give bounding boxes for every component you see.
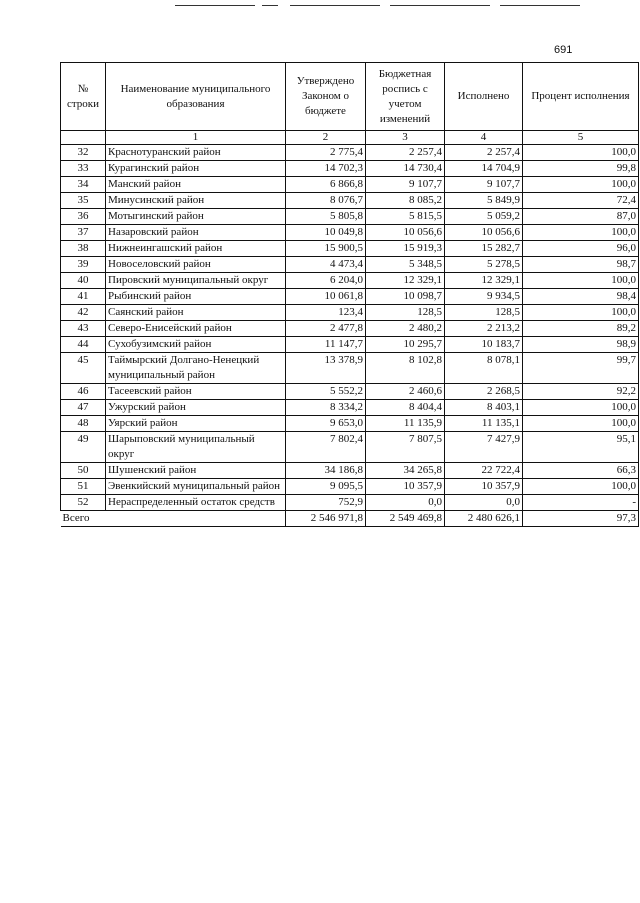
plan-value: 2 480,2 [366, 321, 445, 337]
row-number: 46 [61, 384, 106, 400]
plan-value: 8 085,2 [366, 193, 445, 209]
executed-value: 8 403,1 [445, 400, 523, 416]
column-number: 4 [445, 131, 523, 145]
percent-value: 100,0 [523, 400, 639, 416]
executed-value: 8 078,1 [445, 353, 523, 384]
percent-value: 100,0 [523, 416, 639, 432]
row-number: 38 [61, 241, 106, 257]
top-rule-3 [290, 5, 380, 6]
table-row [61, 400, 639, 416]
approved-value: 5 805,8 [286, 209, 366, 225]
plan-value: 10 098,7 [366, 289, 445, 305]
table-row [61, 321, 639, 337]
approved-value: 13 378,9 [286, 353, 366, 384]
percent-value: 72,4 [523, 193, 639, 209]
executed-value: 5 059,2 [445, 209, 523, 225]
approved-value: 10 049,8 [286, 225, 366, 241]
municipality-name: Новоселовский район [106, 257, 286, 273]
row-number: 35 [61, 193, 106, 209]
table-row [61, 289, 639, 305]
executed-value: 22 722,4 [445, 463, 523, 479]
municipality-name: Рыбинский район [106, 289, 286, 305]
municipality-name: Ужурский район [106, 400, 286, 416]
total-approved: 2 546 971,8 [286, 511, 366, 527]
percent-value: 98,7 [523, 257, 639, 273]
municipality-name: Минусинский район [106, 193, 286, 209]
approved-value: 10 061,8 [286, 289, 366, 305]
percent-value: 100,0 [523, 305, 639, 321]
approved-value: 8 076,7 [286, 193, 366, 209]
header-budget-plan: Бюджетная роспись с учетом изменений [366, 63, 445, 131]
header-executed: Исполнено [445, 63, 523, 131]
executed-value: 5 849,9 [445, 193, 523, 209]
header-approved: Утверждено Законом о бюджете [286, 63, 366, 131]
municipality-name: Саянский район [106, 305, 286, 321]
row-number: 52 [61, 495, 106, 511]
executed-value: 9 107,7 [445, 177, 523, 193]
approved-value: 123,4 [286, 305, 366, 321]
approved-value: 6 866,8 [286, 177, 366, 193]
table-row [61, 384, 639, 400]
executed-value: 7 427,9 [445, 432, 523, 463]
percent-value: 87,0 [523, 209, 639, 225]
plan-value: 10 295,7 [366, 337, 445, 353]
plan-value: 2 257,4 [366, 145, 445, 161]
executed-value: 11 135,1 [445, 416, 523, 432]
row-number: 51 [61, 479, 106, 495]
executed-value: 10 357,9 [445, 479, 523, 495]
municipality-name: Шарыповский муниципальный округ [106, 432, 286, 463]
row-number: 33 [61, 161, 106, 177]
table-row [61, 432, 639, 463]
page-number: 691 [554, 44, 573, 56]
total-plan: 2 549 469,8 [366, 511, 445, 527]
municipality-name: Тасеевский район [106, 384, 286, 400]
approved-value: 2 775,4 [286, 145, 366, 161]
table-row [61, 225, 639, 241]
approved-value: 14 702,3 [286, 161, 366, 177]
plan-value: 10 056,6 [366, 225, 445, 241]
plan-value: 0,0 [366, 495, 445, 511]
header-row-no: № строки [61, 63, 106, 131]
executed-value: 15 282,7 [445, 241, 523, 257]
plan-value: 15 919,3 [366, 241, 445, 257]
percent-value: 100,0 [523, 273, 639, 289]
row-number: 36 [61, 209, 106, 225]
row-number: 39 [61, 257, 106, 273]
total-executed: 2 480 626,1 [445, 511, 523, 527]
row-number: 43 [61, 321, 106, 337]
percent-value: 99,8 [523, 161, 639, 177]
row-number: 48 [61, 416, 106, 432]
plan-value: 14 730,4 [366, 161, 445, 177]
row-number: 42 [61, 305, 106, 321]
percent-value: 89,2 [523, 321, 639, 337]
header-name: Наименование муниципального образования [106, 63, 286, 131]
row-number: 49 [61, 432, 106, 463]
column-number-blank [61, 131, 106, 145]
plan-value: 11 135,9 [366, 416, 445, 432]
plan-value: 128,5 [366, 305, 445, 321]
executed-value: 14 704,9 [445, 161, 523, 177]
executed-value: 2 268,5 [445, 384, 523, 400]
table-row [61, 273, 639, 289]
municipality-name: Нераспределенный остаток средств [106, 495, 286, 511]
approved-value: 5 552,2 [286, 384, 366, 400]
table-row [61, 257, 639, 273]
percent-value: 92,2 [523, 384, 639, 400]
plan-value: 8 404,4 [366, 400, 445, 416]
approved-value: 9 653,0 [286, 416, 366, 432]
executed-value: 10 056,6 [445, 225, 523, 241]
approved-value: 34 186,8 [286, 463, 366, 479]
row-number: 41 [61, 289, 106, 305]
plan-value: 7 807,5 [366, 432, 445, 463]
plan-value: 9 107,7 [366, 177, 445, 193]
municipality-name: Мотыгинский район [106, 209, 286, 225]
municipality-name: Шушенский район [106, 463, 286, 479]
municipality-name: Пировский муниципальный округ [106, 273, 286, 289]
table-row [61, 463, 639, 479]
plan-value: 8 102,8 [366, 353, 445, 384]
percent-value: 100,0 [523, 145, 639, 161]
executed-value: 128,5 [445, 305, 523, 321]
table-row [61, 337, 639, 353]
executed-value: 0,0 [445, 495, 523, 511]
top-rule-5 [500, 5, 580, 6]
percent-value: - [523, 495, 639, 511]
municipality-name: Таймырский Долгано-Ненецкий муниципальный район [106, 353, 286, 384]
row-number: 34 [61, 177, 106, 193]
header-percent: Процент исполнения [523, 63, 639, 131]
table-row [61, 145, 639, 161]
row-number: 44 [61, 337, 106, 353]
executed-value: 12 329,1 [445, 273, 523, 289]
executed-value: 2 257,4 [445, 145, 523, 161]
approved-value: 9 095,5 [286, 479, 366, 495]
table-row [61, 479, 639, 495]
percent-value: 100,0 [523, 177, 639, 193]
executed-value: 10 183,7 [445, 337, 523, 353]
header-row [61, 63, 639, 131]
municipality-name: Краснотуранский район [106, 145, 286, 161]
approved-value: 8 334,2 [286, 400, 366, 416]
total-label: Всего [61, 511, 286, 527]
approved-value: 752,9 [286, 495, 366, 511]
plan-value: 10 357,9 [366, 479, 445, 495]
municipality-name: Нижнеингашский район [106, 241, 286, 257]
plan-value: 34 265,8 [366, 463, 445, 479]
top-rule-1 [175, 5, 255, 6]
column-number: 3 [366, 131, 445, 145]
approved-value: 7 802,4 [286, 432, 366, 463]
column-number: 2 [286, 131, 366, 145]
table-row [61, 241, 639, 257]
table-row [61, 495, 639, 511]
executed-value: 9 934,5 [445, 289, 523, 305]
approved-value: 6 204,0 [286, 273, 366, 289]
percent-value: 95,1 [523, 432, 639, 463]
plan-value: 5 348,5 [366, 257, 445, 273]
row-number: 47 [61, 400, 106, 416]
column-number-row [61, 131, 639, 145]
budget-execution-table [60, 62, 639, 527]
total-row [61, 511, 639, 527]
table-row [61, 353, 639, 384]
municipality-name: Северо-Енисейский район [106, 321, 286, 337]
municipality-name: Манский район [106, 177, 286, 193]
row-number: 40 [61, 273, 106, 289]
municipality-name: Назаровский район [106, 225, 286, 241]
percent-value: 100,0 [523, 479, 639, 495]
percent-value: 96,0 [523, 241, 639, 257]
top-rule-4 [390, 5, 490, 6]
table-row [61, 161, 639, 177]
table-row [61, 209, 639, 225]
row-number: 32 [61, 145, 106, 161]
total-percent: 97,3 [523, 511, 639, 527]
municipality-name: Эвенкийский муниципальный район [106, 479, 286, 495]
column-number: 1 [106, 131, 286, 145]
executed-value: 5 278,5 [445, 257, 523, 273]
percent-value: 100,0 [523, 225, 639, 241]
municipality-name: Уярский район [106, 416, 286, 432]
municipality-name: Сухобузимский район [106, 337, 286, 353]
plan-value: 5 815,5 [366, 209, 445, 225]
approved-value: 15 900,5 [286, 241, 366, 257]
table-row [61, 193, 639, 209]
percent-value: 98,9 [523, 337, 639, 353]
plan-value: 2 460,6 [366, 384, 445, 400]
municipality-name: Курагинский район [106, 161, 286, 177]
executed-value: 2 213,2 [445, 321, 523, 337]
approved-value: 4 473,4 [286, 257, 366, 273]
row-number: 37 [61, 225, 106, 241]
approved-value: 2 477,8 [286, 321, 366, 337]
column-number: 5 [523, 131, 639, 145]
percent-value: 99,7 [523, 353, 639, 384]
percent-value: 98,4 [523, 289, 639, 305]
plan-value: 12 329,1 [366, 273, 445, 289]
percent-value: 66,3 [523, 463, 639, 479]
row-number: 50 [61, 463, 106, 479]
row-number: 45 [61, 353, 106, 384]
table-row [61, 177, 639, 193]
approved-value: 11 147,7 [286, 337, 366, 353]
table-row [61, 305, 639, 321]
top-rule-2 [262, 5, 278, 6]
table-row [61, 416, 639, 432]
